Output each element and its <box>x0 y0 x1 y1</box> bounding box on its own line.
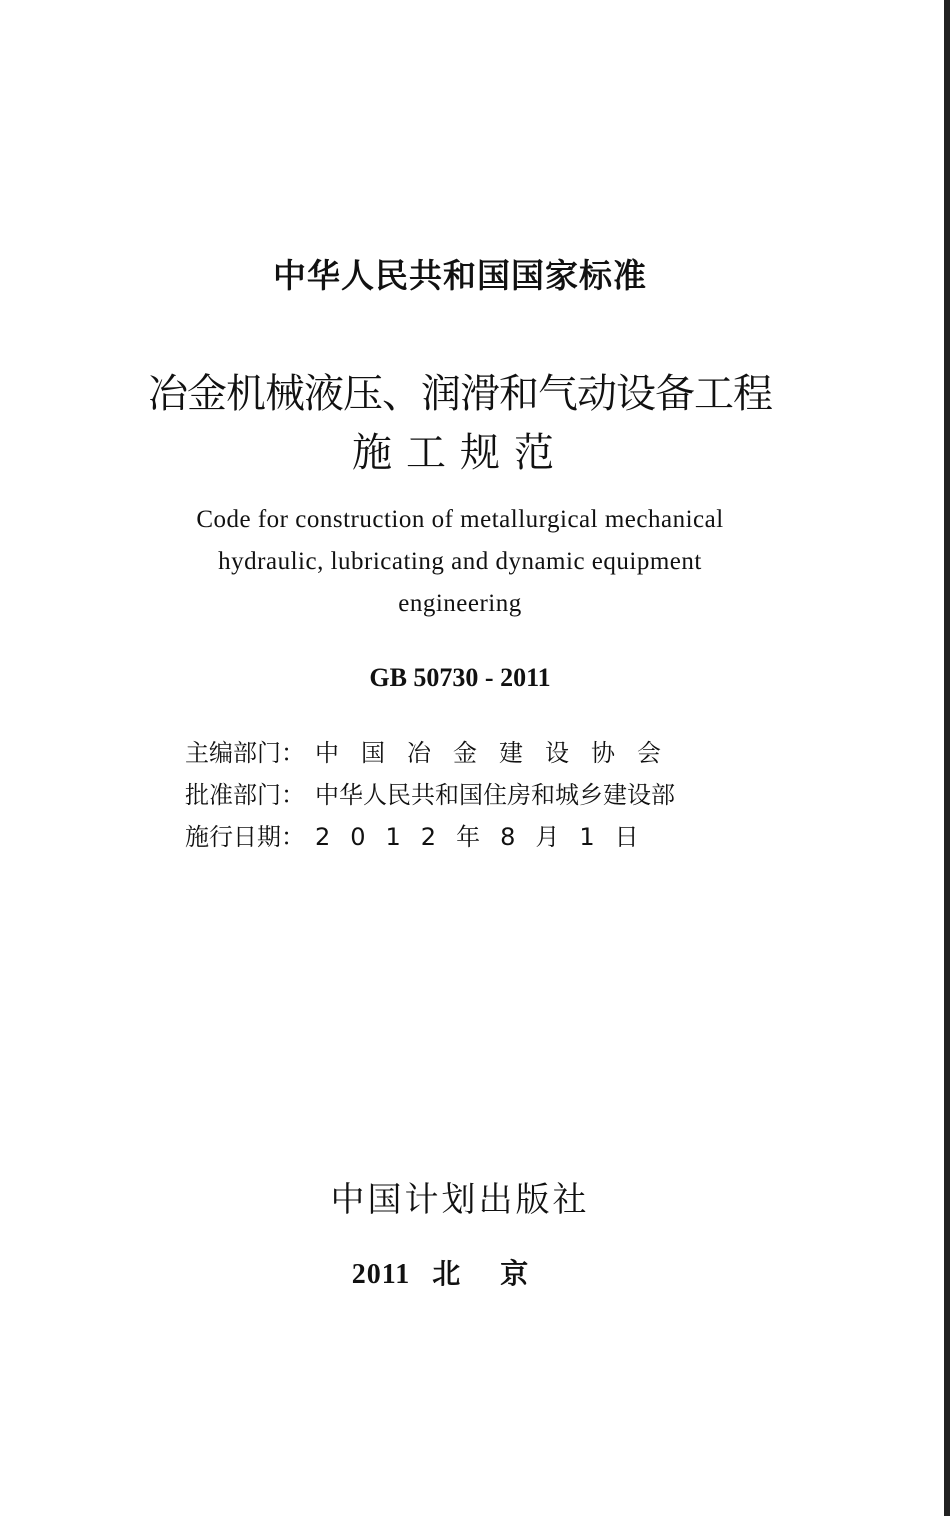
publisher-name: 中国计划出版社 <box>330 1180 590 1220</box>
chinese-title-line-1: 冶金机械液压、润滑和气动设备工程 <box>148 371 772 417</box>
english-title-line-1: Code for construction of metallurgical mechanical <box>196 506 724 533</box>
page-edge-border <box>944 0 950 1516</box>
approver-row <box>185 775 745 810</box>
chief-editor-label: 主编部门： <box>185 739 305 767</box>
imprint-line <box>0 1252 920 1292</box>
effective-date-label: 施行日期： <box>185 823 305 851</box>
chief-editor-value: 中国冶金建设协会 <box>315 739 683 767</box>
effective-date-row <box>185 817 745 852</box>
imprint-city: 北京 <box>432 1257 569 1290</box>
standard-code-number: GB 50730 - 2011 <box>369 663 551 692</box>
national-standard-heading: 中华人民共和国国家标准 <box>273 256 647 295</box>
imprint-year: 2011 <box>351 1259 411 1290</box>
english-title-line-2: hydraulic, lubricating and dynamic equipment <box>218 548 702 575</box>
english-title-line-3: engineering <box>398 590 522 617</box>
effective-date-value: 2012年8月1日 <box>315 823 659 851</box>
approver-value: 中华人民共和国住房和城乡建设部 <box>315 781 675 809</box>
approver-label: 批准部门： <box>185 781 305 809</box>
chief-editor-row <box>185 733 745 768</box>
chinese-title-line-2: 施工规范 <box>352 430 568 476</box>
